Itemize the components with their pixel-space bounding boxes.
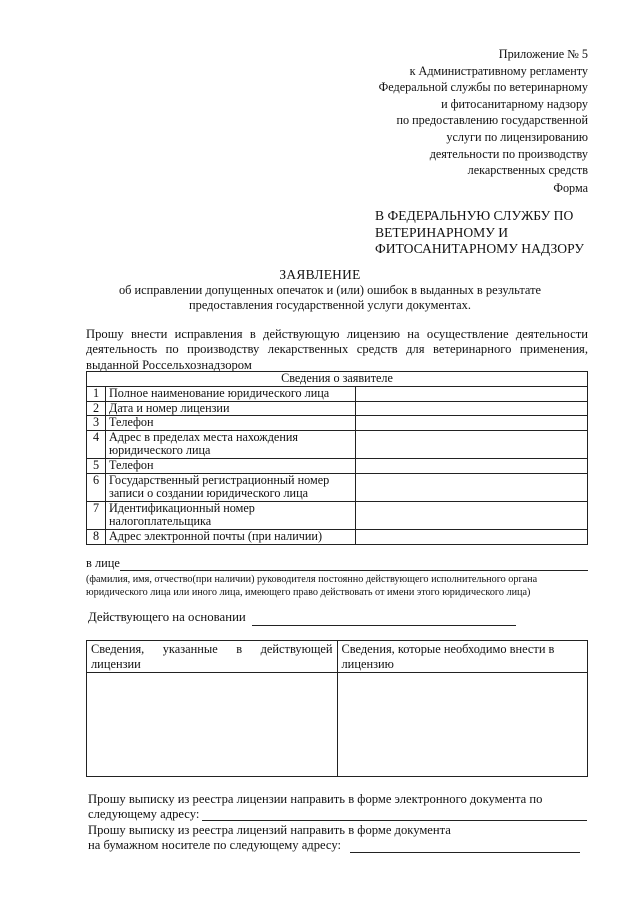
row-number: 2: [87, 401, 106, 416]
electronic-request: [88, 792, 542, 822]
applicant-table: [86, 371, 588, 545]
row-number: 3: [87, 416, 106, 431]
value-cell[interactable]: [356, 401, 588, 416]
appendix-line: услуги по лицензированию: [446, 129, 588, 144]
appendix-line: Федеральной службы по ветеринарному: [378, 80, 588, 95]
in-person-label: в лице: [86, 556, 120, 570]
value-cell[interactable]: [356, 501, 588, 529]
table-row: [87, 473, 588, 501]
request-line: деятельность по производству лекарственных средств для ветеринарного применения,: [86, 342, 588, 357]
row-label: Адрес в пределах места нахождения юридического лица: [106, 430, 356, 458]
addressee-line: ВЕТЕРИНАРНОМУ И: [375, 224, 509, 240]
appendix-line: по предоставлению государственной: [396, 113, 588, 128]
value-cell[interactable]: [356, 473, 588, 501]
row-number: 1: [87, 387, 106, 402]
row-number: 8: [87, 529, 106, 544]
row-label: Идентификационный номер налогоплательщика: [106, 501, 356, 529]
current-info-cell[interactable]: [87, 673, 338, 777]
paper-request-line: на бумажном носителе по следующему адресу:: [88, 838, 341, 853]
appendix-line: лекарственных средств: [467, 163, 588, 178]
paper-request: [88, 823, 451, 853]
electronic-request-line: Прошу выписку из реестра лицензии направить в форме электронного документа по: [88, 792, 543, 806]
appendix-line: к Административному регламенту: [409, 63, 588, 78]
appendix-line: Приложение № 5: [498, 47, 588, 61]
addressee-line: В ФЕДЕРАЛЬНУЮ СЛУЖБУ ПО: [375, 208, 574, 223]
table-row: [87, 458, 588, 473]
request-paragraph: [86, 327, 588, 373]
row-label: Телефон: [106, 458, 356, 473]
table-row: [87, 430, 588, 458]
row-number: 4: [87, 430, 106, 458]
row-number: 6: [87, 473, 106, 501]
form-label: Форма: [553, 181, 588, 195]
row-label: Полное наименование юридического лица: [106, 387, 356, 402]
value-cell[interactable]: [356, 387, 588, 402]
row-label: Дата и номер лицензии: [106, 401, 356, 416]
basis-line[interactable]: [252, 625, 516, 626]
appendix-block: [328, 46, 588, 179]
row-number: 7: [87, 501, 106, 529]
request-line: Прошу внести исправления в действующую лицензию на осуществление деятельности: [86, 327, 588, 341]
document-title: ЗАЯВЛЕНИЕ: [279, 267, 361, 282]
request-line: выданной Россельхознадзором: [86, 357, 252, 372]
current-info-header-text: Сведения, указанные в действующей лицензии: [91, 642, 333, 671]
row-label: Государственный регистрационный номер записи о создании юридического лица: [106, 473, 356, 501]
subtitle-line: предоставления государственной услуги документах.: [189, 297, 471, 312]
basis-label: Действующего на основании: [88, 610, 246, 624]
table-row: [87, 501, 588, 529]
table-row: [87, 401, 588, 416]
new-info-cell[interactable]: [337, 673, 588, 777]
subtitle-line: об исправлении допущенных опечаток и (или) ошибок в выданных в результате: [118, 283, 542, 297]
table-row: [87, 529, 588, 544]
row-number: 5: [87, 458, 106, 473]
electronic-request-line: следующему адресу:: [88, 807, 200, 822]
in-person-line[interactable]: [120, 570, 588, 571]
row-label: Адрес электронной почты (при наличии): [106, 529, 356, 544]
paper-request-line: Прошу выписку из реестра лицензий направить в форме документа: [88, 823, 451, 837]
paper-address-line[interactable]: [350, 852, 580, 853]
addressee: [375, 208, 605, 258]
current-info-header: [87, 641, 338, 673]
row-label: Телефон: [106, 416, 356, 431]
new-info-header: Сведения, которые необходимо внести в лицензию: [337, 641, 588, 673]
corrections-table: [86, 640, 588, 777]
person-note: (фамилия, имя, отчество(при наличии) руководителя постоянно действующего исполнительного органа юридического лица или иного лица, имеющего право действовать от имени этого юридического лица): [86, 574, 538, 599]
value-cell[interactable]: [356, 529, 588, 544]
value-cell[interactable]: [356, 458, 588, 473]
addressee-line: ФИТОСАНИТАРНОМУ НАДЗОРУ: [375, 241, 584, 256]
electronic-address-line[interactable]: [202, 820, 587, 821]
document-subtitle: [110, 283, 550, 312]
table-row: [87, 416, 588, 431]
appendix-line: деятельности по производству: [429, 146, 588, 161]
applicant-table-header: Сведения о заявителе: [87, 372, 588, 387]
value-cell[interactable]: [356, 430, 588, 458]
value-cell[interactable]: [356, 416, 588, 431]
appendix-line: и фитосанитарному надзору: [441, 96, 588, 111]
table-row: [87, 387, 588, 402]
